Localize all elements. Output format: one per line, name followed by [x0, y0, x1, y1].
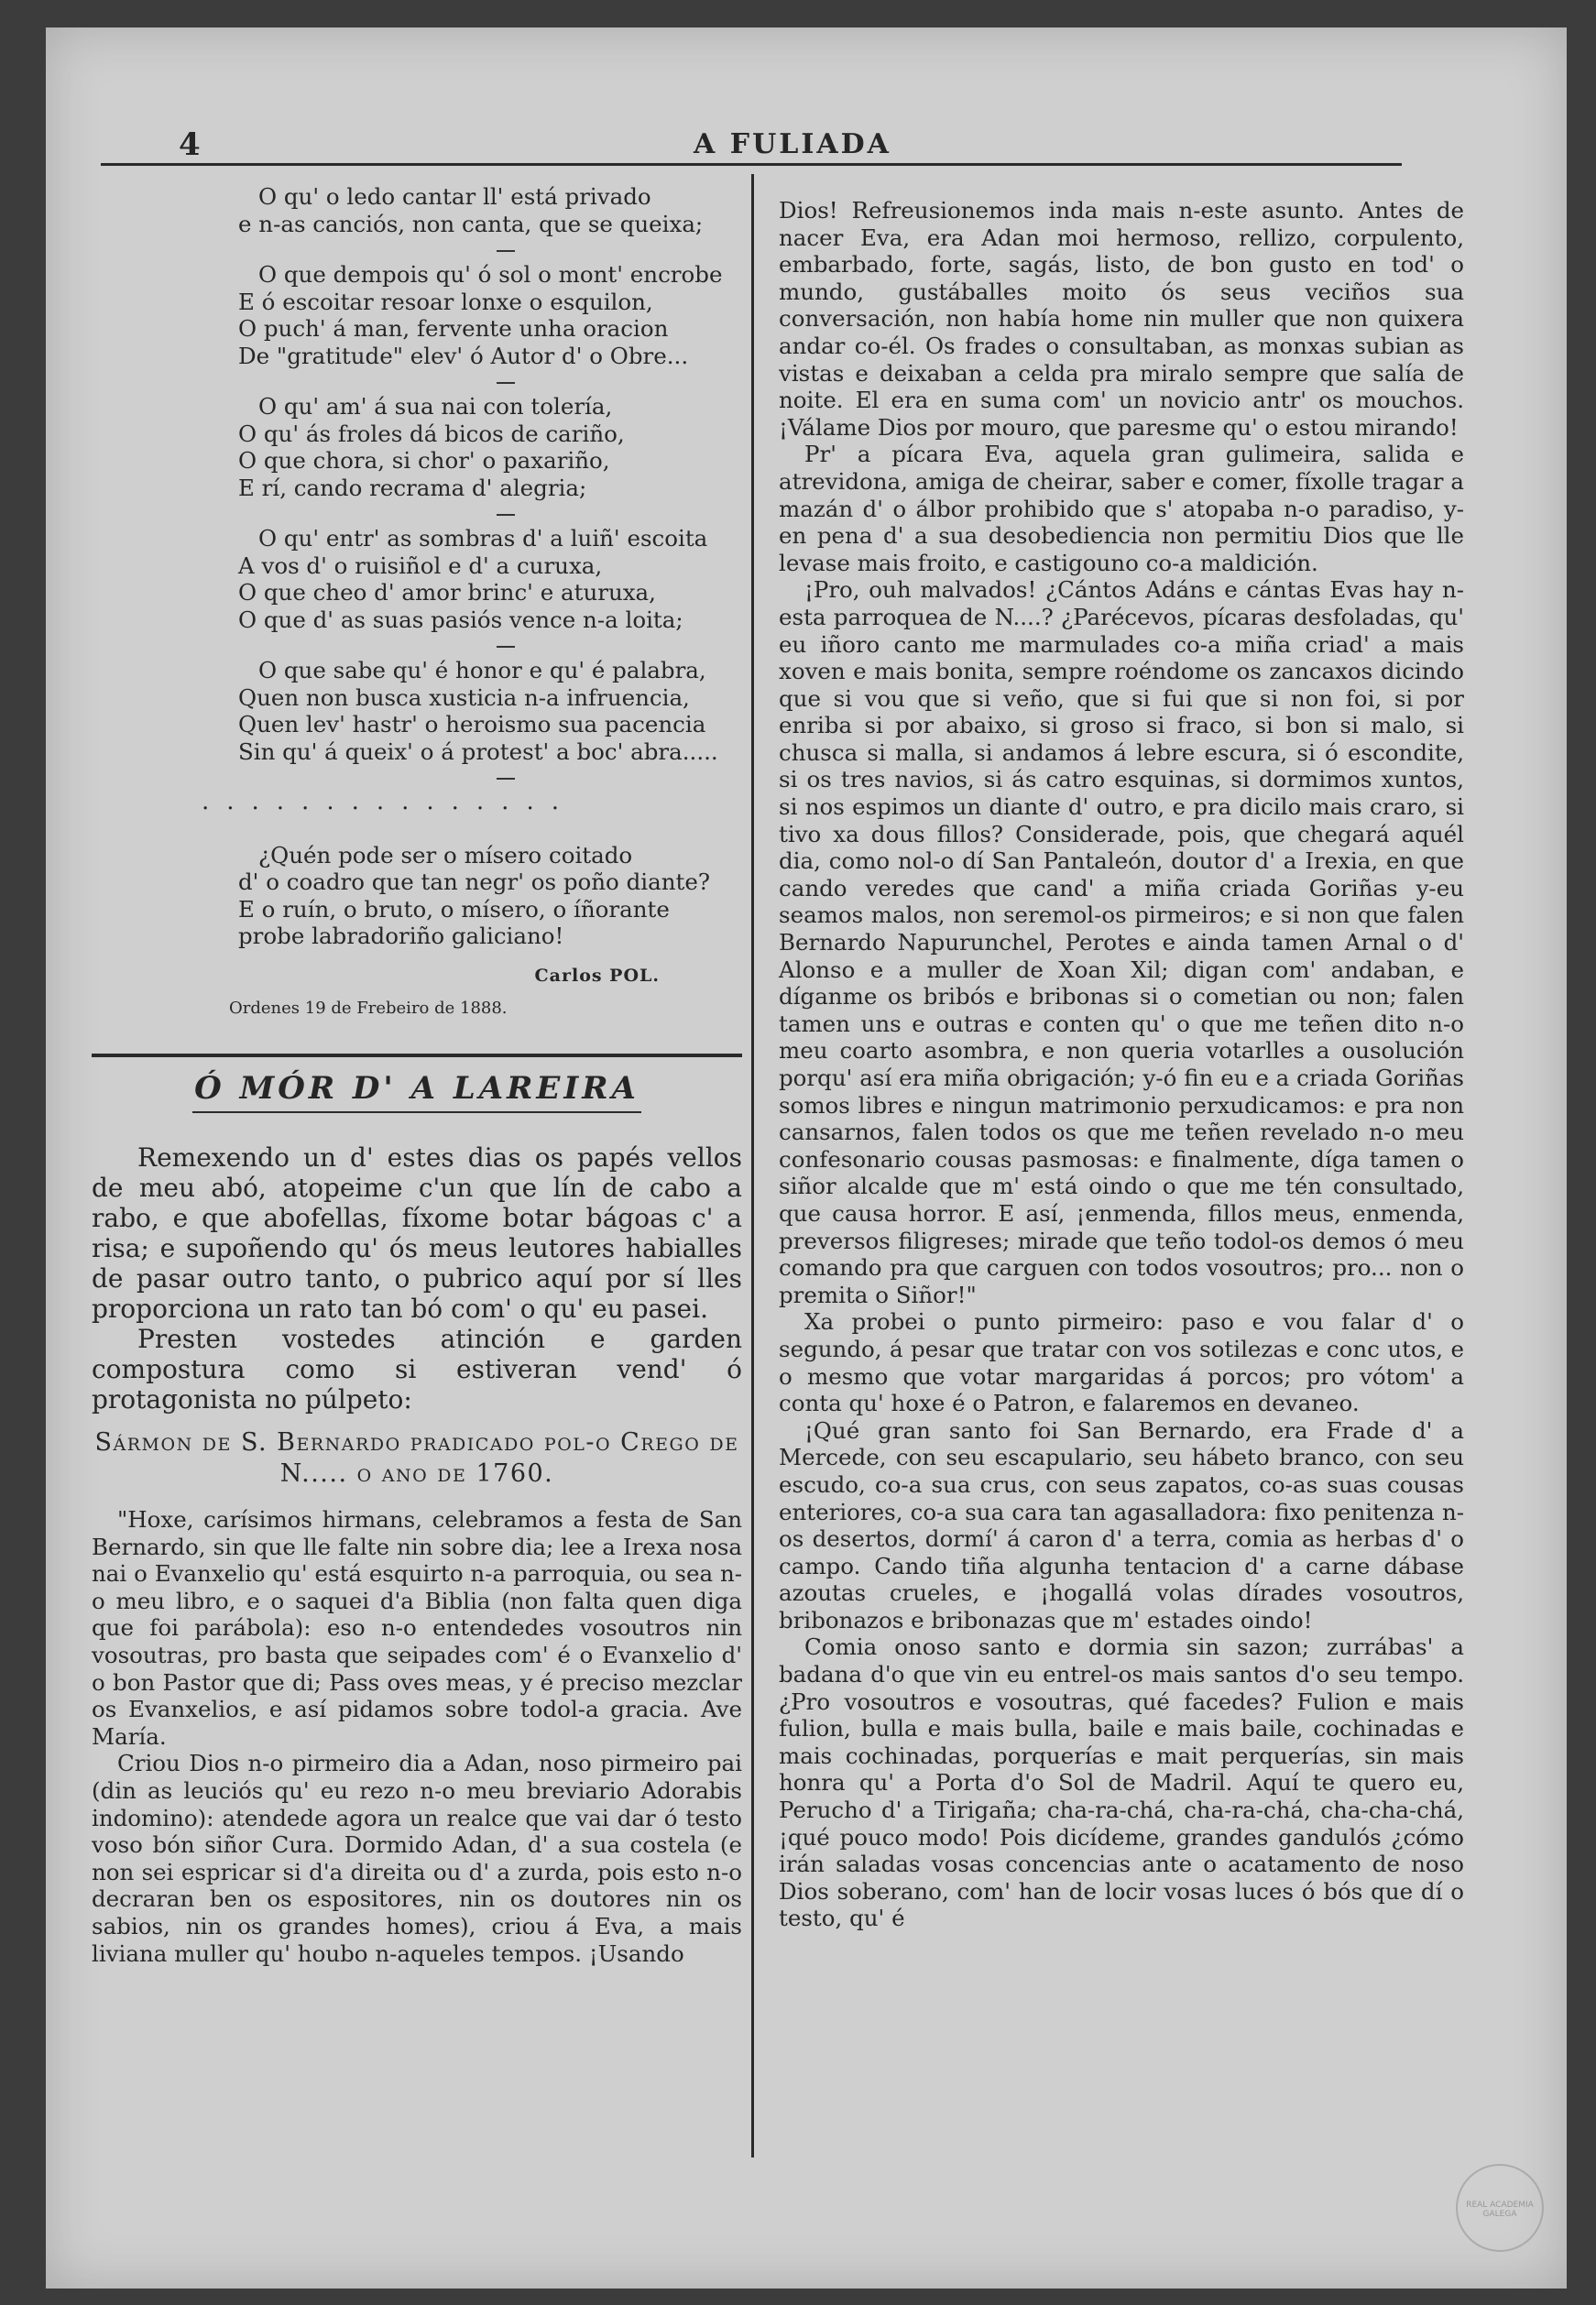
poem-line: Quen lev' hastr' o heroismo sua pacencia	[238, 711, 706, 737]
newspaper-page	[46, 27, 1567, 2289]
section-rule	[92, 1054, 742, 1057]
poem-line: Sin qu' á queix' o á protest' a boc' abra.....	[238, 737, 718, 765]
stanza-separator	[497, 250, 515, 252]
poem-line: O qu' o ledo cantar ll' está privado	[258, 183, 651, 210]
paragraph: Pr' a pícara Eva, aquela gran gulimeira, salida e atrevidona, amiga de cheirar, saber e comer, fíxolle tragar a mazán d' o álbor prohibido que s' atopaba n-o paradiso, y-en pena d' a sua desobediencia non permitiu Dios que lle levase mais froito, e castigouno co-a maldición.	[779, 441, 1464, 576]
sermon-text-left	[92, 1506, 742, 1967]
header-rule	[101, 163, 1402, 166]
poem-dateline: Ordenes 19 de Frebeiro de 1888.	[229, 999, 508, 1018]
poem-line: ¿Quén pode ser o mísero coitado	[258, 841, 633, 868]
poem-line: O qu' entr' as sombras d' a luiñ' escoita	[258, 525, 708, 552]
poem-line: O que dempois qu' ó sol o mont' encrobe	[258, 261, 723, 288]
poem-stanza	[92, 393, 742, 501]
paragraph: Criou Dios n-o pirmeiro dia a Adan, noso pirmeiro pai (din as leuciós qu' eu rezo n-o meu breviario Adorabis indomino): atendede agora un realce que vai dar ó testo voso bón siñor Cura. Dormido Adan, d' a sua costela (e non sei espricar si d'a direita ou d' a zurda, pois esto n-o decraran ben os espositores, nin os doutores nin os sabios, nin os grandes homes), criou á Eva, a mais liviana muller qu' houbo n-aqueles tempos. ¡Usando	[92, 1750, 742, 1967]
stanza-separator	[497, 382, 515, 384]
poem-line: A vos d' o ruisiñol e d' a curuxa,	[238, 552, 603, 579]
ellipsis-row: ...............	[202, 788, 576, 815]
stanza-separator	[497, 778, 515, 780]
poem-line: e n-as canciós, non canta, que se queixa;	[238, 210, 704, 237]
poem-stanza	[92, 261, 742, 369]
paragraph: ¡Pro, ouh malvados! ¿Cántos Adáns e cántas Evas hay n-esta parroquea de N....? ¿Parécevos, pícaras desfoladas, qu' eu iñoro canto me marmulades co-a miña criad' a mais xoven e mais bonita, sempre roéndome os zancaxos dicindo que si vou que si veño, que si fui que si non foi, si por enriba si por abaixo, si groso si fraco, si bon si malo, si chusca si malla, si andamos á lebre escura, si ó escondite, si os tres navios, si ás catro esquinas, si dormimos xuntos, si nos espimos un diante d' outro, e pra dicilo mais craro, si tivo xa dous fillos? Considerade, pois, que chegará aquél dia, como nol-o dí San Pantaleón, doutor d' a Irexia, en que cando veredes que cand' a miña criada Goriñas y-eu seamos malos, non seremol-os pirmeiros; e si non que falen Bernardo Napurunchel, Perotes e ainda tamen Arnal o d' Alonso e a muller de Xoan Xil; digan com' andaban, e díganme os bribós e bribonas si o cometian ou non; falen tamen uns e outras e conten qu' o que me teñen dito n-o meu coarto asombra, e non queria votarlles a ousolución porqu' así era miña obrigación; y-ó fin eu e a criada Goriñas somos libres e ningun matrimonio perxudicamos: e pra non cansarnos, falen todos os que me teñen revelado n-o meu confesonario cousas pasmosas: e finalmente, díga tamen o siñor alcalde que m' está oindo o que me tén consultado, que causa horror. E así, ¡enmenda, fillos meus, enmenda, preversos filigreses; mirade que teño todol-os demos ó meu comando pra que carguen con todos vosoutros; pro... non o premita o Siñor!"	[779, 576, 1464, 1308]
poem-stanza	[92, 525, 742, 633]
paragraph: ¡Qué gran santo foi San Bernardo, era Frade d' a Mercede, con seu escapulario, seu hábeto branco, con seu escudo, co-a sua crus, con seus zapatos, co-as suas cousas enteriores, co-a sua cara tan agasalladora: fixo penitenza n-os desertos, dormí' á caron d' a terra, comia as herbas d' o campo. Cando tiña algunha tentacion d' a carne dábase azoutas crueles, e ¡hogallá volas dírades vosoutros, bribonazos e bribonazas que m' estades oindo!	[779, 1416, 1464, 1633]
left-column	[92, 183, 742, 1967]
stanza-separator	[497, 646, 515, 648]
poem-line: Quen non busca xusticia n-a infruencia,	[238, 683, 690, 711]
poem-line: O que d' as suas pasiós vence n-a loita;	[238, 606, 683, 633]
stanza-separator	[497, 514, 515, 516]
section-rule	[192, 1111, 641, 1113]
poem-line: O que cheo d' amor brinc' e aturuxa,	[238, 579, 656, 606]
paragraph: Comia onoso santo e dormia sin sazon; zurrábas' a badana d'o que vin eu entrel-os mais santos d'o seu tempo. ¿Pro vosoutros e vosoutras, qué facedes? Fulion e mais fulion, bulla e mais bulla, baile e mais baile, cochinadas e mais cochinadas, porquerías e mait perquerías, sin mais honra qu' a Porta d'o Sol de Madril. Aquí te quero eu, Perucho d' a Tirigaña; cha-ra-chá, cha-ra-chá, cha-cha-chá, ¡qué pouco modo! Pois dicídeme, grandes gandulós ¿cómo irán saladas vosas concencias ante o acatamento de noso Dios soberano, com' han de locir vosas luces ó bós que dí o testo, qu' é	[779, 1633, 1464, 1932]
poem-final-stanza	[92, 842, 742, 950]
paragraph: "Hoxe, carísimos hirmans, celebramos a festa de San Bernardo, sin que lle falte nin sobre dia; lee a Irexa nosa nai o Evanxelio qu' está esquirto n-a parroquia, ou sea n-o meu libro, e o saquei d'a Biblia (non falta quen diga que foi parábola): eso n-o entendedes vosoutros nin vosoutras, pro basta que seipades com' é o Evanxelio d' o bon Pastor que di; Pass oves meas, y é preciso mezclar os Evanxelios, e así pidamos sobre todol-a gracia. Ave María.	[92, 1506, 742, 1750]
poem-line: d' o coadro que tan negr' os poño diante?	[238, 868, 710, 895]
poem-line: E o ruín, o bruto, o mísero, o íñorante	[238, 895, 670, 923]
poem-line: O que chora, si chor' o paxariño,	[238, 447, 610, 474]
right-column	[779, 197, 1464, 1932]
column-divider	[751, 174, 754, 2158]
poem-line: E rí, cando recrama d' alegria;	[238, 474, 587, 501]
poem-line: E ó escoitar resoar lonxe o esquilon,	[238, 288, 653, 315]
page-number: 4	[179, 126, 201, 163]
poem-signature: Carlos POL.	[534, 965, 660, 986]
article-intro	[92, 1142, 742, 1415]
paragraph: Remexendo un d' estes dias os papés vellos de meu abó, atopeime c'un que lín de cabo a rabo, e que abofellas, fíxome botar bágoas c' a risa; e supoñendo qu' ós meus leutores habialles de pasar outro tanto, o pubrico aquí por sí lles proporciona un rato tan bó com' o qu' eu pasei.	[92, 1142, 742, 1324]
poem-line: O puch' á man, fervente unha oracion	[238, 315, 669, 342]
page-header	[137, 126, 1448, 163]
masthead-title: A FULIADA	[694, 128, 891, 160]
paragraph: Presten vostedes atinción e garden compostura como si estiveran vend' ó protagonista no púlpeto:	[92, 1324, 742, 1415]
poem	[92, 183, 742, 1022]
poem-stanza	[92, 657, 742, 765]
paragraph: Xa probei o punto pirmeiro: paso e vou falar d' o segundo, á pesar que tratar con vos sotilezas e conc utos, e o mesmo que votar margaridas á porcos; pro vótom' a conta qu' hoxe é o Patron, e falaremos en devaneo.	[779, 1308, 1464, 1417]
paragraph: Dios! Refreusionemos inda mais n-este asunto. Antes de nacer Eva, era Adan moi hermoso, rellizo, corpulento, embarbado, forte, sagás, listo, de bon gusto en tod' o mundo, gustáballes moito ós seus veciños sua conversación, non había home nin muller que non quixera andar co-él. Os frades o consultaban, as monxas subian as vistas e deixaban a celda pra miralo sempre que salía de noite. El era en suma com' un novicio antr' os mouchos. ¡Válame Dios por mouro, que paresme qu' o estou mirando!	[779, 197, 1464, 441]
poem-line: probe labradoriño galiciano!	[238, 923, 564, 949]
poem-line: De "gratitude" elev' ó Autor d' o Obre...	[238, 342, 689, 369]
library-seal-stamp	[1456, 2164, 1544, 2252]
poem-line: O que sabe qu' é honor e qu' é palabra,	[258, 657, 706, 683]
poem-line: O qu' ás froles dá bicos de cariño,	[238, 420, 625, 447]
poem-line: O qu' am' á sua nai con tolería,	[258, 393, 613, 420]
poem-stanza	[92, 183, 742, 237]
sermon-title: Sármon de S. Bernardo pradicado pol-o Crego de N..... o ano de 1760.	[94, 1428, 739, 1488]
article-title: Ó MÓR D' A LAREIRA	[194, 1069, 639, 1107]
seal-label: REAL ACADEMIA GALEGA	[1466, 2201, 1534, 2219]
